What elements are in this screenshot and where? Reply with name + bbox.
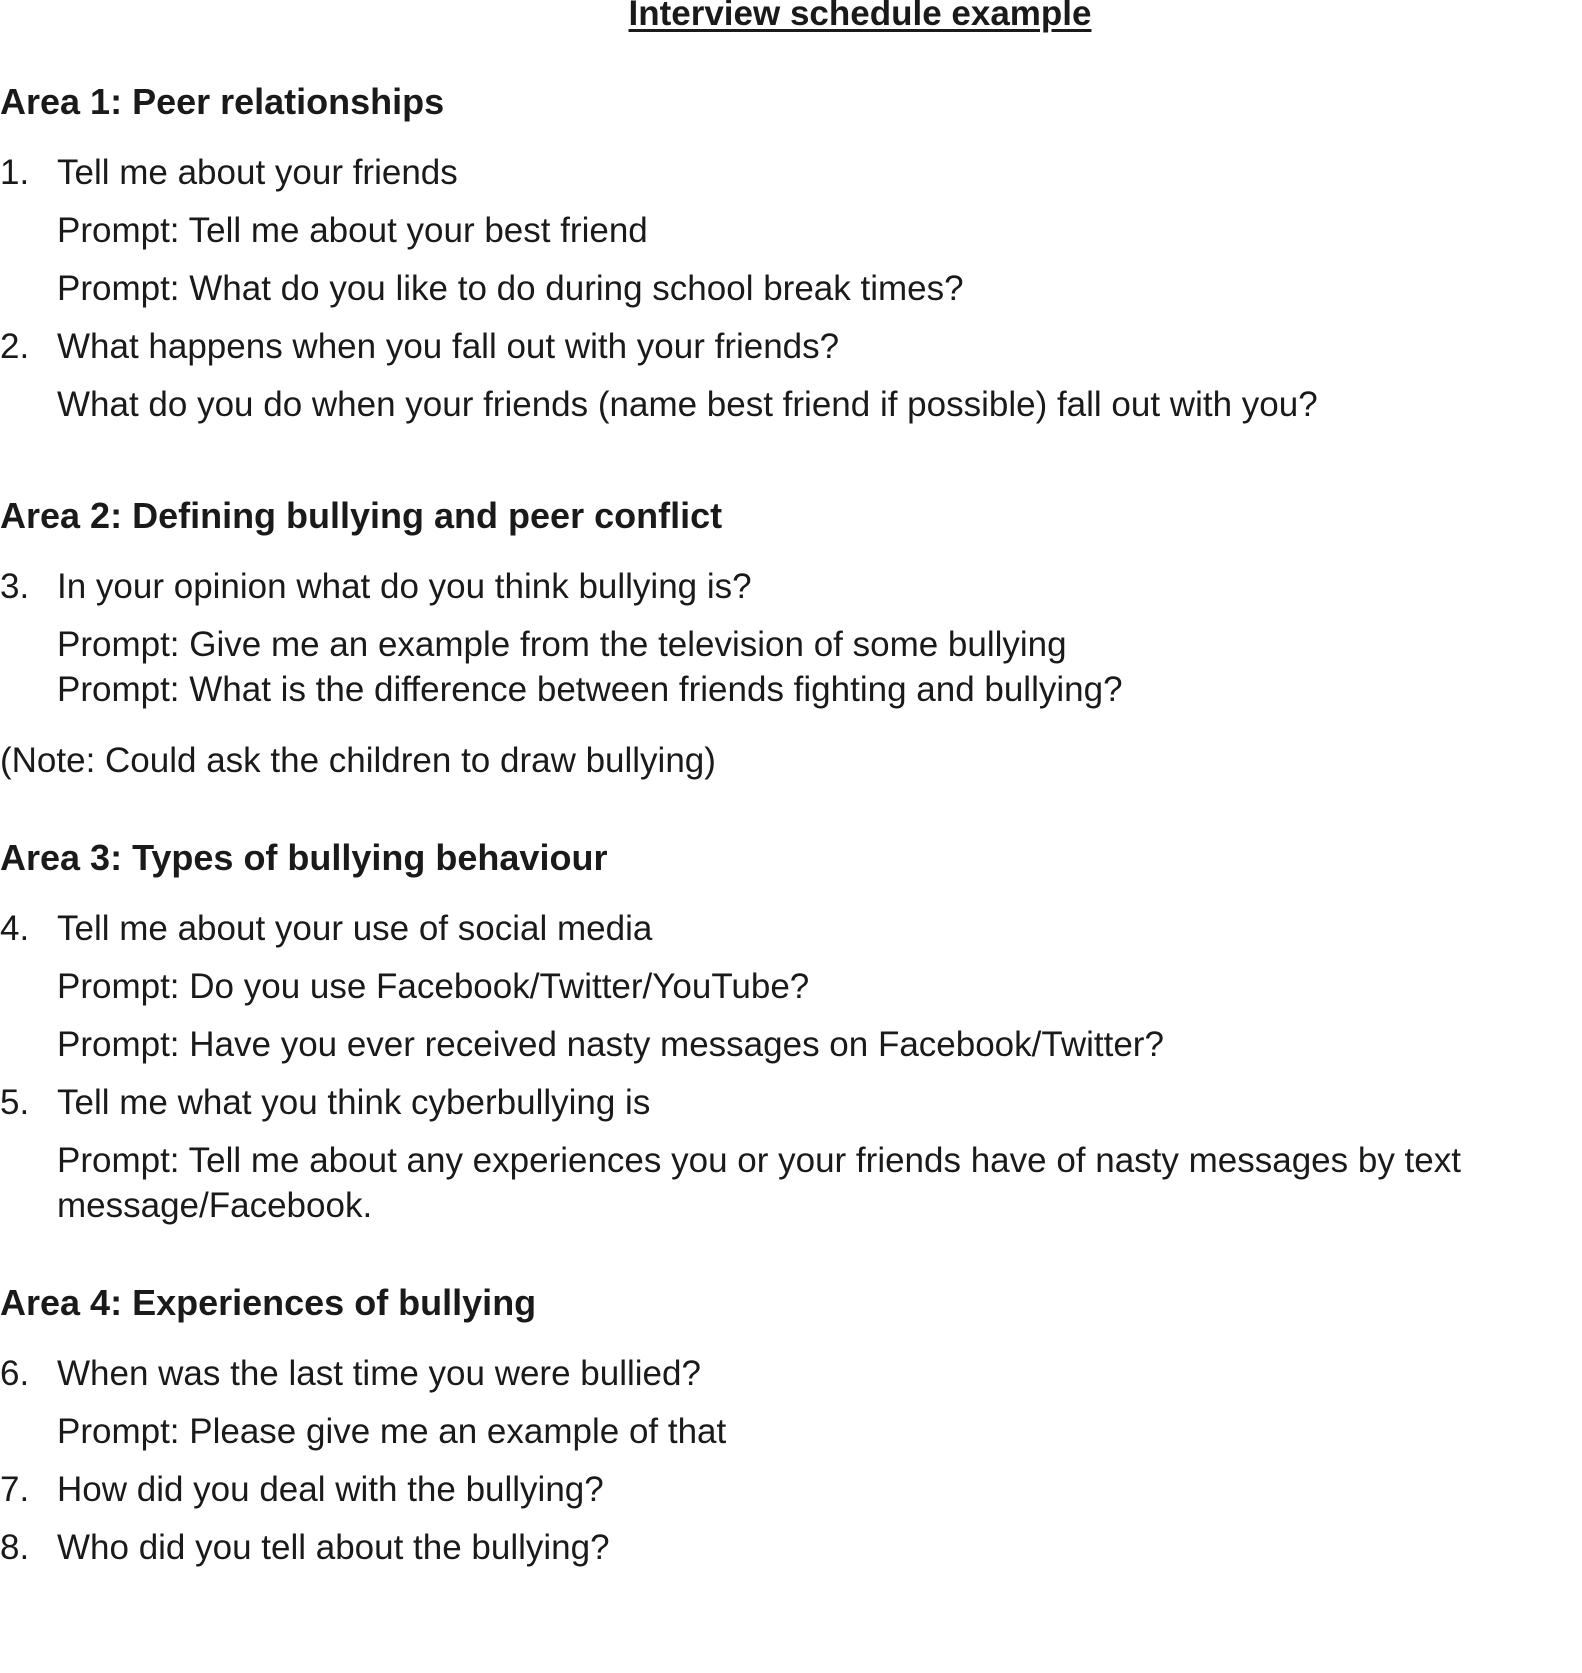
question-number: 6. <box>0 1354 30 1393</box>
question-item <box>0 1352 701 1396</box>
prompt-text: Prompt: Please give me an example of that <box>57 1412 727 1451</box>
prompt-text: Prompt: Tell me about your best friend <box>57 211 648 250</box>
question-item <box>0 907 652 951</box>
question-number: 7. <box>0 1470 30 1509</box>
prompt-text-continuation: message/Facebook. <box>57 1186 373 1225</box>
area-heading: Area 1: Peer relationships <box>0 81 445 122</box>
area-heading: Area 4: Experiences of bullying <box>0 1282 537 1323</box>
question-number: 4. <box>0 909 30 948</box>
question-text: Tell me about your use of social media <box>57 909 653 948</box>
prompt-text: Prompt: What is the difference between friends fighting and bullying? <box>57 670 1123 709</box>
prompt-text: Prompt: Tell me about any experiences you or your friends have of nasty messages by text <box>57 1141 1461 1180</box>
question-text: What happens when you fall out with your friends? <box>57 327 840 366</box>
question-text: Tell me what you think cyberbullying is <box>57 1083 651 1122</box>
question-item <box>0 1526 610 1570</box>
question-item <box>0 325 839 369</box>
prompt-text: Prompt: Give me an example from the television of some bullying <box>57 625 1067 664</box>
question-number: 8. <box>0 1528 30 1567</box>
question-item <box>0 1468 604 1512</box>
note-text: (Note: Could ask the children to draw bullying) <box>0 741 716 780</box>
question-text: In your opinion what do you think bullying is? <box>57 567 752 606</box>
document-title: Interview schedule example <box>628 0 1092 33</box>
question-text: When was the last time you were bullied? <box>57 1354 701 1393</box>
prompt-text: Prompt: Do you use Facebook/Twitter/YouTube? <box>57 967 810 1006</box>
prompt-text: Prompt: What do you like to do during school break times? <box>57 269 964 308</box>
area-heading: Area 3: Types of bullying behaviour <box>0 837 608 878</box>
question-text: How did you deal with the bullying? <box>57 1470 604 1509</box>
question-number: 3. <box>0 567 30 606</box>
prompt-text: Prompt: Have you ever received nasty messages on Facebook/Twitter? <box>57 1025 1164 1064</box>
question-text: Tell me about your friends <box>57 153 458 192</box>
question-item <box>0 1081 650 1125</box>
question-number: 5. <box>0 1083 30 1122</box>
question-number: 2. <box>0 327 30 366</box>
question-number: 1. <box>0 153 30 192</box>
question-text: Who did you tell about the bullying? <box>57 1528 610 1567</box>
prompt-text: What do you do when your friends (name best friend if possible) fall out with you? <box>57 385 1318 424</box>
question-item <box>0 565 752 609</box>
area-heading: Area 2: Defining bullying and peer conflict <box>0 495 723 536</box>
question-item <box>0 151 458 195</box>
